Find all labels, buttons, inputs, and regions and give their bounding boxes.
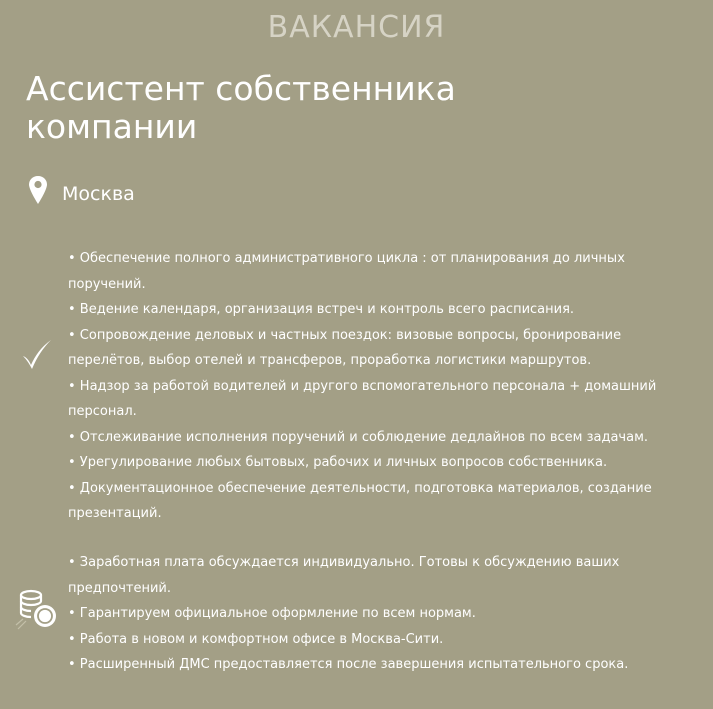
list-item: • Сопровождение деловых и частных поездок: визовые вопросы, бронирование перелётов, выбор отелей и трансферов, проработка логистики маршрутов. — [68, 327, 622, 368]
list-item: • Надзор за работой водителей и другого вспомогательного персонала + домашний персонал. — [68, 378, 657, 419]
section-header: ВАКАНСИЯ — [267, 10, 446, 45]
coins-icon — [14, 585, 60, 633]
location-pin-icon — [28, 175, 48, 205]
checkmark-icon — [20, 338, 54, 372]
list-item: • Урегулирование любых бытовых, рабочих и личных вопросов собственника. — [68, 455, 608, 470]
list-item: • Обеспечение полного административного цикла : от планирования до личных поручений. — [68, 251, 625, 292]
conditions-list — [68, 550, 668, 678]
list-item: • Документационное обеспечение деятельности, подготовка материалов, создание презентаций. — [68, 480, 652, 521]
location-text: Москва — [62, 183, 135, 205]
location — [28, 174, 135, 206]
list-item: • Работа в новом и комфортном офисе в Москва-Сити. — [68, 631, 444, 647]
list-item: • Заработная плата обсуждается индивидуально. Готовы к обсуждению ваших предпочтений. — [68, 555, 620, 596]
duties-list — [68, 246, 668, 527]
list-item: • Ведение календаря, организация встреч и контроль всего расписания. — [68, 302, 575, 317]
list-item: • Отслеживание исполнения поручений и соблюдение дедлайнов по всем задачам. — [68, 429, 649, 445]
list-item: • Гарантируем официальное оформление по всем нормам. — [68, 606, 476, 621]
vacancy-title: Ассистент собственника компании — [26, 69, 456, 146]
list-item: • Расширенный ДМС предоставляется после завершения испытательного срока. — [68, 657, 629, 672]
